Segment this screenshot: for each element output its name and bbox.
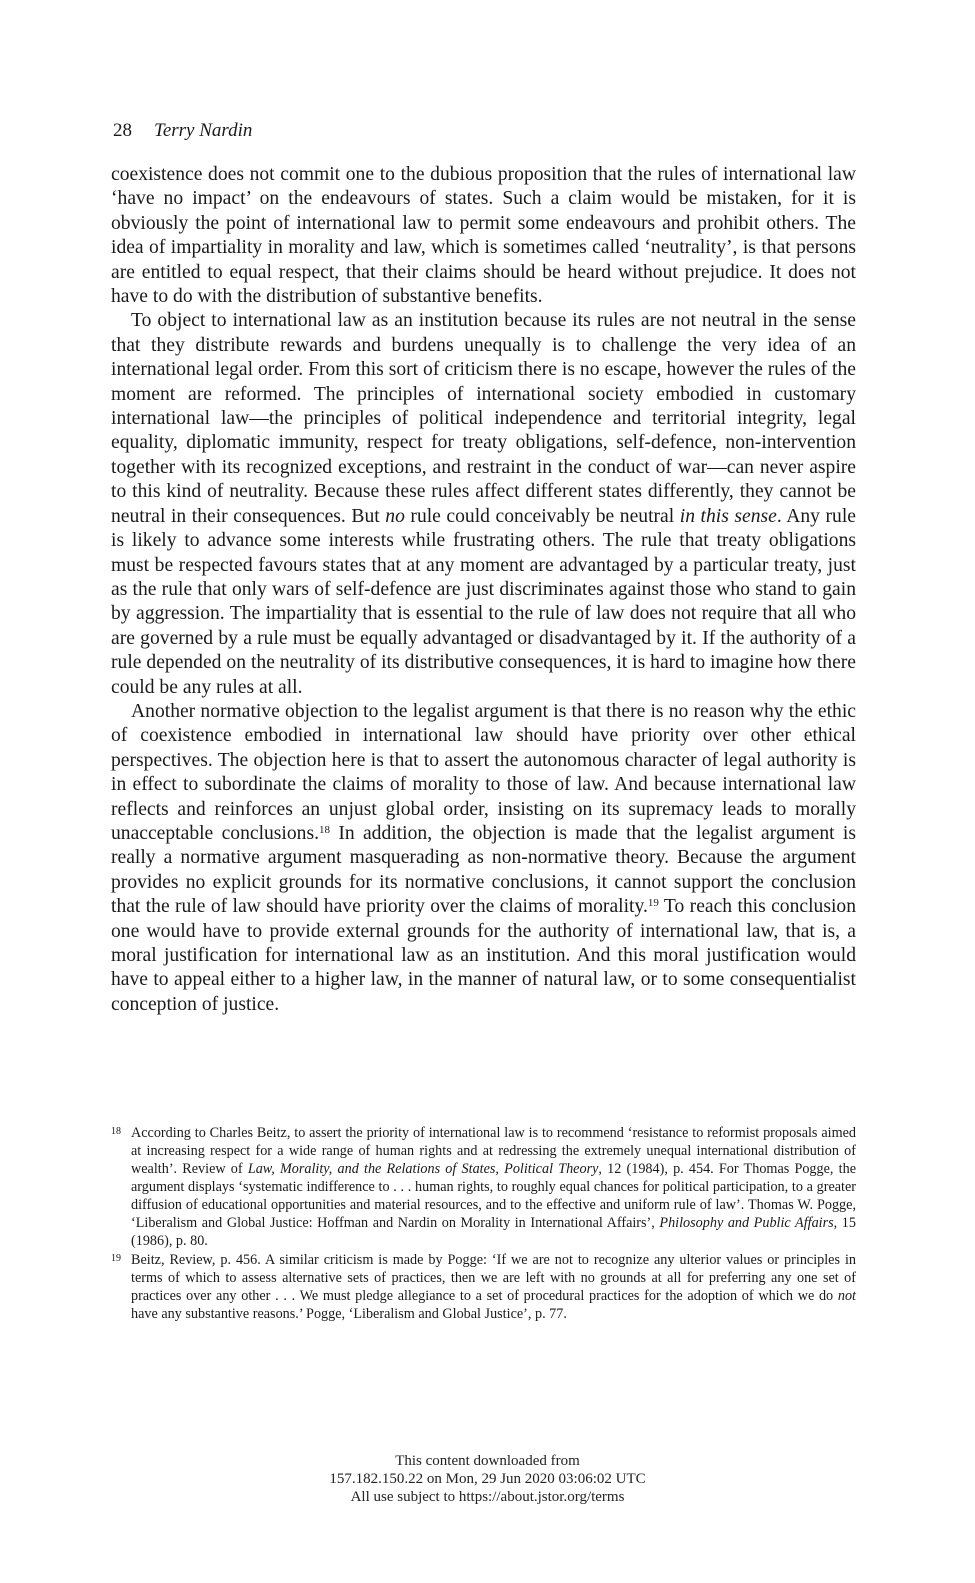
paragraph-2-emphasis-no: no [385,505,405,527]
running-head [113,120,252,142]
footnote-19-text-2: have any substantive reasons.’ Pogge, ‘Liberalism and Global Justice’, p. 77. [131,1306,567,1322]
paragraph-2-emphasis-sense: in this sense [679,505,777,527]
footnote-ref-19[interactable]: 19 [647,897,659,910]
footnote-18-text-2: , 12 (1984), p. 454. For Thomas Pogge, the argument displays ‘systematic indifference to . . . human rights, to roughly equal chances for political participation, to a greater diffusion of educational opportunities and material resources, and to the effective and uniform rule of law’. Thomas W. Pogge, ‘Liberalism and Global Justice: Hoffman and Nardin on Morality in International Affairs’, [131,1161,856,1231]
footer-terms-link[interactable]: All use subject to https://about.jstor.org/terms [350,1489,625,1505]
footnote-ref-18[interactable]: 18 [319,823,330,836]
paragraph-3-text-b: In addition, the objection is made that the legalist argument is really a normative argument masquerading as non-normative theory. Because the argument provides no explicit grounds for its normative conclusions, it cannot support the conclusion that the rule of law should have priority over the claims of morality. [111,822,856,918]
paragraph-2-text-a: To object to international law as an institution because its rules are not neutral in the sense that they distribute rewards and burdens unequally is to challenge the very idea of an international legal order. From this sort of criticism there is no escape, however the rules of the moment are reformed. The principles of international society embodied in customary international law—the principles of political independence and territorial integrity, legal equality, diplomatic immunity, respect for treaty obligations, self-defence, non-intervention together with its recognized exceptions, and restraint in the conduct of war—can never aspire to this kind of neutrality. Because these rules affect different states differently, they cannot be neutral in their consequences. But [111,310,856,527]
footnote-18-number: 18 [111,1126,121,1137]
footnote-19-text-1: Beitz, Review, p. 456. A similar criticism is made by Pogge: ‘If we are not to recognize any ulterior values or principles in terms of which to assess alternative sets of practices, then we are left with no grounds at all for preferring any one set of practices over any other . . . We must pledge allegiance to a set of procedural practices for the adoption of which we do [131,1252,856,1304]
running-head-author: Terry Nardin [154,120,253,141]
footnote-19-number: 19 [111,1253,121,1264]
footnote-18 [111,1124,856,1250]
footnote-19 [111,1251,856,1323]
footnote-19-emphasis: not [837,1288,856,1304]
paragraph-3 [111,700,856,1017]
paragraph-2-text-c: . Any rule is likely to advance some interests while frustrating others. The rule that treaty obligations must be respected favours states that at any moment are advantaged by a particular treaty, just as the rule that only wars of self-defence are just discriminates against those who stand to gain by aggression. The impartiality that is essential to the rule of law does not require that all who are governed by a rule must be equally advantaged or disadvantaged by it. If the authority of a rule depended on the neutrality of its distributive consequences, it is hard to imagine how there could be any rules at all. [111,505,856,698]
download-footer [0,1452,975,1506]
footnotes [111,1124,856,1324]
paragraph-3-text-c: To reach this conclusion one would have to provide external grounds for the authority of international law, that is, a moral justification for international law as an institution. And this moral justification would have to appeal either to a higher law, in the manner of natural law, or to some consequentialist conception of justice. [111,896,856,1015]
footnote-18-text-1: According to Charles Beitz, to assert the priority of international law is to recommend ‘resistance to reformist proposals aimed at increasing respect for a wide range of human rights and at redressing the extremely unequal international distribution of wealth’. Review of [131,1125,856,1177]
footer-line-2: 157.182.150.22 on Mon, 29 Jun 2020 03:06:02 UTC [329,1471,646,1487]
paragraph-1 [111,163,856,309]
paragraph-2-text-b: rule could conceivably be neutral [404,505,680,527]
page-number: 28 [113,120,132,141]
paragraph-2 [111,309,856,700]
footer-line-1: This content downloaded from [395,1453,580,1469]
body-text [111,163,856,1017]
footnote-18-title-1: Law, Morality, and the Relations of States, Political Theory [247,1161,599,1177]
footnote-18-text-3: , 15 (1986), p. 80. [131,1215,856,1249]
footnote-18-title-2: Philosophy and Public Affairs [659,1215,834,1231]
paragraph-3-text-a: Another normative objection to the legalist argument is that there is no reason why the ethic of coexistence embodied in international law should have priority over other ethical perspectives. The objection here is that to assert the autonomous character of legal authority is in effect to subordinate the claims of morality to those of law. And because international law reflects and reinforces an unjust global order, insisting on its supremacy leads to morally unacceptable conclusions. [111,700,856,844]
paragraph-1-text: coexistence does not commit one to the dubious proposition that the rules of international law ‘have no impact’ on the endeavours of states. Such a claim would be mistaken, for it is obviously the point of international law to permit some endeavours and prohibit others. The idea of impartiality in morality and law, which is sometimes called ‘neutrality’, is that persons are entitled to equal respect, that their claims should be heard without prejudice. It does not have to do with the distribution of substantive benefits. [111,164,856,308]
